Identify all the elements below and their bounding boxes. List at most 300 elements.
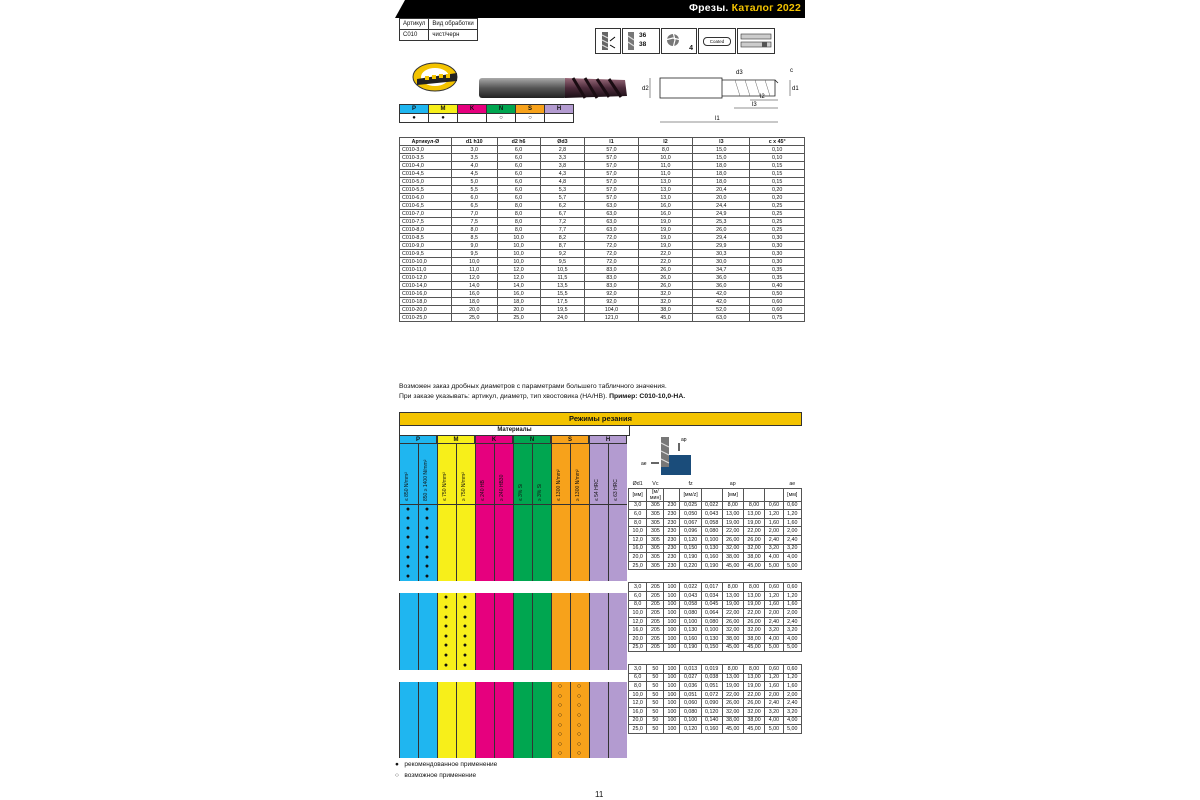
brand-logo — [407, 55, 467, 95]
table-cell: 4,3 — [540, 170, 585, 178]
table-cell: 1,20 — [765, 510, 783, 519]
table-cell: 1,60 — [765, 518, 783, 527]
table-cell: C010-9,5 — [400, 250, 452, 258]
table-cell: 26,0 — [693, 226, 750, 234]
materials-header: Материалы — [399, 425, 630, 436]
table-cell: 8,0 — [497, 202, 540, 210]
cut-header: ae — [789, 480, 796, 487]
table-cell: 18,0 — [497, 298, 540, 306]
table-cell: 10,5 — [540, 266, 585, 274]
table-cell: 19,00 — [722, 600, 743, 609]
dims-header: Артикул-Ø — [400, 138, 452, 146]
cut-unit — [664, 488, 680, 501]
cut-unit: [мм/z] — [680, 488, 701, 501]
block-gap — [494, 670, 513, 682]
block-gap — [418, 581, 437, 593]
dims-header: l3 — [693, 138, 750, 146]
block-gap — [456, 581, 475, 593]
table-cell: 3,20 — [783, 708, 801, 717]
material-group-P: P — [400, 105, 429, 114]
table-cell: 0,072 — [701, 690, 722, 699]
table-cell: 30,0 — [693, 258, 750, 266]
flutes-icon: 4 — [661, 28, 697, 54]
table-cell: 50 — [647, 673, 664, 682]
table-cell: 230 — [664, 535, 680, 544]
table-cell: 32,0 — [638, 298, 693, 306]
table-cell: 0,40 — [750, 282, 805, 290]
table-cell: 16,0 — [451, 290, 497, 298]
table-cell: 0,140 — [701, 716, 722, 725]
table-cell: 0,30 — [750, 258, 805, 266]
table-cell: 12,0 — [497, 274, 540, 282]
table-cell: 100 — [664, 725, 680, 734]
table-cell: 4,0 — [451, 162, 497, 170]
table-cell: 13,00 — [743, 510, 764, 519]
table-row — [629, 527, 802, 536]
cutting-modes-title: Режимы резания — [399, 412, 802, 426]
table-cell: 0,080 — [680, 708, 701, 717]
table-cell: 230 — [664, 501, 680, 510]
applicability-mark: ● — [405, 543, 411, 551]
table-cell: 100 — [664, 665, 680, 674]
table-cell: 19,0 — [638, 234, 693, 242]
table-row — [629, 501, 802, 510]
cut-unit: [м/мин] — [647, 488, 664, 501]
table-cell: 57,0 — [585, 154, 638, 162]
svg-text:d2: d2 — [642, 86, 649, 92]
table-cell: 19,5 — [540, 306, 585, 314]
table-cell: 32,00 — [722, 544, 743, 553]
table-cell: 63,0 — [585, 218, 638, 226]
table-cell: 19,00 — [722, 682, 743, 691]
table-row — [400, 226, 805, 234]
table-cell: 16,0 — [638, 202, 693, 210]
table-cell: C010-8,5 — [400, 234, 452, 242]
table-cell: 38,00 — [722, 553, 743, 562]
table-cell: 10,0 — [497, 242, 540, 250]
table-cell: 5,5 — [451, 186, 497, 194]
table-cell: 50 — [647, 665, 664, 674]
group-header-K: K — [475, 435, 513, 444]
table-cell: 0,025 — [680, 501, 701, 510]
block-gap — [551, 581, 570, 593]
applicability-mark: ● — [405, 505, 411, 513]
table-cell: 20,0 — [629, 634, 647, 643]
table-cell: 100 — [664, 609, 680, 618]
applicability-mark: ● — [462, 603, 468, 611]
table-cell: 50 — [647, 699, 664, 708]
table-cell: 8,0 — [629, 682, 647, 691]
block-gap — [532, 581, 551, 593]
table-cell: 0,090 — [701, 699, 722, 708]
table-cell: 18,0 — [693, 162, 750, 170]
table-cell: 26,00 — [722, 535, 743, 544]
applicability-mark: ● — [424, 572, 430, 580]
applicability-mark: ● — [424, 534, 430, 542]
table-cell: 0,15 — [750, 162, 805, 170]
table-cell: 0,050 — [680, 510, 701, 519]
table-cell: 26,00 — [743, 535, 764, 544]
table-cell: 57,0 — [585, 194, 638, 202]
table-cell: 29,4 — [693, 234, 750, 242]
table-cell: 57,0 — [585, 162, 638, 170]
table-cell: 0,058 — [680, 600, 701, 609]
table-cell: 0,60 — [765, 583, 783, 592]
table-cell: 3,20 — [765, 626, 783, 635]
applicability-mark: ○ — [576, 750, 582, 758]
applicability-mark: ● — [462, 632, 468, 640]
table-cell: 13,0 — [638, 186, 693, 194]
svg-text:ap: ap — [681, 437, 687, 443]
table-cell: 50 — [647, 716, 664, 725]
table-cell: 6,0 — [629, 591, 647, 600]
applicability-mark: ● — [424, 524, 430, 532]
table-cell: 8,0 — [497, 210, 540, 218]
applicability-mark: ○ — [557, 702, 563, 710]
table-cell: 0,30 — [750, 242, 805, 250]
table-cell: 26,00 — [743, 699, 764, 708]
table-cell: 50 — [647, 708, 664, 717]
table-cell: 63,0 — [585, 202, 638, 210]
table-cell: 0,15 — [750, 170, 805, 178]
table-cell: 0,60 — [783, 583, 801, 592]
table-cell: 1,60 — [783, 600, 801, 609]
table-cell: 5,7 — [540, 194, 585, 202]
block-gap — [513, 581, 532, 593]
applicability-mark: ○ — [576, 740, 582, 748]
table-cell: 26,0 — [638, 266, 693, 274]
applicability-mark: ● — [405, 553, 411, 561]
block-gap — [551, 670, 570, 682]
table-row — [400, 250, 805, 258]
table-row — [400, 282, 805, 290]
table-cell: 305 — [647, 561, 664, 570]
table-cell: 205 — [647, 600, 664, 609]
table-cell: 0,080 — [701, 617, 722, 626]
dimension-drawing — [640, 60, 805, 130]
table-cell: 2,40 — [765, 535, 783, 544]
table-cell: 22,0 — [638, 258, 693, 266]
table-cell: 0,30 — [750, 250, 805, 258]
table-cell: 0,120 — [701, 708, 722, 717]
table-row — [400, 266, 805, 274]
material-group-M: M — [429, 105, 458, 114]
table-cell: 57,0 — [585, 186, 638, 194]
table-row — [400, 146, 805, 154]
table-cell: 2,40 — [765, 617, 783, 626]
table-cell: 3,20 — [783, 544, 801, 553]
table-cell: 38,00 — [722, 716, 743, 725]
table-cell: 305 — [647, 510, 664, 519]
table-cell: 45,00 — [722, 561, 743, 570]
table-cell: 50 — [647, 682, 664, 691]
cutting-data-table — [628, 480, 802, 734]
table-cell: 83,0 — [585, 266, 638, 274]
block-gap — [456, 670, 475, 682]
table-cell: 0,100 — [680, 617, 701, 626]
table-cell: 305 — [647, 518, 664, 527]
table-cell: 72,0 — [585, 242, 638, 250]
table-cell: 57,0 — [585, 146, 638, 154]
table-cell: C010-3,0 — [400, 146, 452, 154]
table-cell: 10,0 — [497, 250, 540, 258]
material-column-label: ≥ 1300 N/mm² — [575, 469, 581, 501]
table-cell: 45,0 — [638, 314, 693, 322]
table-cell: 57,0 — [585, 170, 638, 178]
table-cell: 205 — [647, 609, 664, 618]
block-spacer — [629, 570, 802, 583]
table-row — [400, 298, 805, 306]
table-cell: 205 — [647, 591, 664, 600]
applicability-mark: ● — [405, 563, 411, 571]
applicability-mark: ● — [405, 534, 411, 542]
table-cell: 8,0 — [638, 146, 693, 154]
applicability-mark: ○ — [576, 711, 582, 719]
table-cell: 26,00 — [722, 617, 743, 626]
table-cell: 6,0 — [629, 510, 647, 519]
table-cell: 0,160 — [701, 553, 722, 562]
table-cell: 7,7 — [540, 226, 585, 234]
table-cell: 1,60 — [783, 518, 801, 527]
applicability-mark: ● — [443, 642, 449, 650]
table-cell: 25,0 — [497, 314, 540, 322]
block-gap — [608, 581, 627, 593]
table-cell: 205 — [647, 626, 664, 635]
group-header-P: P — [399, 435, 437, 444]
table-cell: 0,096 — [680, 527, 701, 536]
table-row — [629, 634, 802, 643]
table-cell: 11,5 — [540, 274, 585, 282]
table-row — [400, 234, 805, 242]
table-cell: 8,0 — [497, 226, 540, 234]
material-mark: ● — [429, 114, 458, 123]
material-column-label: ≥ 3% Si — [537, 483, 543, 501]
material-column-label: ≤ 1300 N/mm² — [556, 469, 562, 501]
table-cell: 38,00 — [743, 553, 764, 562]
table-row — [629, 561, 802, 570]
table-cell: 24,4 — [693, 202, 750, 210]
table-cell: 6,2 — [540, 202, 585, 210]
applicability-mark: ○ — [557, 711, 563, 719]
group-header-N: N — [513, 435, 551, 444]
table-cell: C010-16,0 — [400, 290, 452, 298]
table-cell: 0,058 — [701, 518, 722, 527]
order-note: Возможен заказ дробных диаметров с параметрами большего табличного значения. При заказе указывать: артикул, диаметр, тип хвостовика (НА/НВ). Пример: C010-10,0-НА. — [399, 383, 686, 400]
table-cell: 19,00 — [743, 518, 764, 527]
table-cell: 0,25 — [750, 210, 805, 218]
table-row — [629, 708, 802, 717]
table-cell: 42,0 — [693, 298, 750, 306]
block-gap — [399, 581, 418, 593]
table-cell: 29,9 — [693, 242, 750, 250]
group-header-S: S — [551, 435, 589, 444]
table-cell: 10,0 — [638, 154, 693, 162]
dims-header: l1 — [585, 138, 638, 146]
dimensions-table — [399, 137, 805, 322]
table-cell: 38,0 — [638, 306, 693, 314]
table-cell: 20,0 — [629, 553, 647, 562]
table-cell: C010-5,0 — [400, 178, 452, 186]
table-cell: 19,0 — [638, 218, 693, 226]
table-cell: 38,00 — [743, 716, 764, 725]
table-cell: 19,00 — [743, 682, 764, 691]
table-row — [400, 210, 805, 218]
table-row — [400, 162, 805, 170]
svg-text:l2: l2 — [760, 94, 765, 100]
table-cell: 0,25 — [750, 218, 805, 226]
table-cell: 32,00 — [722, 626, 743, 635]
table-cell: 25,0 — [629, 725, 647, 734]
table-cell: 2,40 — [783, 617, 801, 626]
table-cell: 2,40 — [783, 699, 801, 708]
table-cell: 0,130 — [680, 626, 701, 635]
table-cell: 14,0 — [497, 282, 540, 290]
table-cell: 4,5 — [451, 170, 497, 178]
table-cell: 0,60 — [765, 501, 783, 510]
table-cell: 0,067 — [680, 518, 701, 527]
material-column-label: ≥ 240 HB30 — [499, 474, 505, 501]
table-cell: 10,0 — [629, 690, 647, 699]
block-gap — [399, 670, 418, 682]
table-cell: 2,00 — [783, 527, 801, 536]
table-cell: 0,017 — [701, 583, 722, 592]
applicability-mark: ● — [405, 515, 411, 523]
table-cell: 25,0 — [629, 643, 647, 652]
table-cell: 2,40 — [783, 535, 801, 544]
material-mark: ○ — [516, 114, 545, 123]
table-cell: 205 — [647, 617, 664, 626]
cut-header — [765, 480, 783, 488]
cut-header: Vc — [652, 480, 659, 487]
table-cell: 18,0 — [451, 298, 497, 306]
table-cell: C010-12,0 — [400, 274, 452, 282]
table-cell: 9,5 — [540, 258, 585, 266]
block-gap — [418, 670, 437, 682]
table-cell: 0,35 — [750, 274, 805, 282]
table-cell: 4,00 — [783, 634, 801, 643]
table-cell: 100 — [664, 682, 680, 691]
table-cell: 0,080 — [701, 527, 722, 536]
applicability-mark: ● — [405, 572, 411, 580]
cut-header — [701, 480, 722, 488]
svg-text:c: c — [790, 68, 793, 74]
applicability-mark: ● — [405, 524, 411, 532]
table-cell: 13,00 — [722, 591, 743, 600]
table-row — [400, 274, 805, 282]
table-cell: 34,7 — [693, 266, 750, 274]
material-mark: ○ — [487, 114, 516, 123]
table-row — [400, 258, 805, 266]
material-column-label: ≤ 240 HB — [480, 480, 486, 501]
table-cell: 3,5 — [451, 154, 497, 162]
table-cell: 12,0 — [629, 535, 647, 544]
table-cell: 3,3 — [540, 154, 585, 162]
table-cell: 22,00 — [722, 527, 743, 536]
table-cell: 2,00 — [765, 690, 783, 699]
table-cell: 230 — [664, 527, 680, 536]
cut-header — [664, 480, 680, 488]
table-cell: 4,00 — [765, 634, 783, 643]
table-cell: 0,100 — [701, 626, 722, 635]
table-cell: 16,0 — [629, 626, 647, 635]
table-cell: 0,75 — [750, 314, 805, 322]
block-gap — [589, 670, 608, 682]
table-cell: 100 — [664, 708, 680, 717]
applicability-mark: ○ — [576, 731, 582, 739]
table-cell: 25,3 — [693, 218, 750, 226]
table-cell: 0,220 — [680, 561, 701, 570]
table-cell: 36,0 — [693, 282, 750, 290]
table-row — [629, 626, 802, 635]
table-cell: 121,0 — [585, 314, 638, 322]
svg-text:d3: d3 — [736, 70, 743, 76]
table-row — [400, 170, 805, 178]
material-column-label: ≤ 3% Si — [518, 483, 524, 501]
dims-header: Ød3 — [540, 138, 585, 146]
material-group-bar — [399, 104, 574, 123]
table-cell: 38,00 — [743, 634, 764, 643]
table-cell: 6,0 — [497, 170, 540, 178]
applicability-mark: ● — [443, 623, 449, 631]
table-cell: 45,00 — [743, 725, 764, 734]
table-cell: C010-7,5 — [400, 218, 452, 226]
cut-unit: [мм] — [783, 488, 801, 501]
material-mark — [458, 114, 487, 123]
table-cell: 5,00 — [783, 561, 801, 570]
table-cell: 45,00 — [743, 643, 764, 652]
table-cell: 6,0 — [497, 154, 540, 162]
table-cell: 305 — [647, 553, 664, 562]
table-cell: 50 — [647, 725, 664, 734]
table-cell: 3,20 — [783, 626, 801, 635]
table-cell: 22,00 — [743, 527, 764, 536]
table-row — [400, 186, 805, 194]
table-cell: 11,0 — [638, 162, 693, 170]
table-row — [400, 290, 805, 298]
table-cell: C010-18,0 — [400, 298, 452, 306]
table-cell: 26,0 — [638, 274, 693, 282]
table-row — [629, 690, 802, 699]
cutting-diagram — [639, 435, 699, 479]
cut-header: Ød1 — [632, 480, 643, 487]
table-cell: 8,0 — [497, 218, 540, 226]
table-cell: 8,0 — [629, 518, 647, 527]
table-cell: 8,0 — [629, 600, 647, 609]
table-cell: 57,0 — [585, 178, 638, 186]
dims-header: d2 h6 — [497, 138, 540, 146]
table-cell: 10,0 — [629, 527, 647, 536]
table-cell: 22,00 — [743, 690, 764, 699]
material-column-label: ≤ 850 N/mm² — [404, 472, 410, 501]
applicability-mark: ● — [443, 603, 449, 611]
table-cell: 0,038 — [701, 673, 722, 682]
table-cell: 92,0 — [585, 290, 638, 298]
table-cell: 4,00 — [783, 716, 801, 725]
table-cell: 0,060 — [680, 699, 701, 708]
table-cell: 36,0 — [693, 274, 750, 282]
svg-text:ae: ae — [641, 461, 647, 467]
table-cell: 5,00 — [765, 725, 783, 734]
table-cell: 32,0 — [638, 290, 693, 298]
table-cell: 63,0 — [693, 314, 750, 322]
table-cell: 45,00 — [722, 725, 743, 734]
table-cell: 8,00 — [743, 501, 764, 510]
table-row — [629, 583, 802, 592]
table-cell: 0,60 — [783, 665, 801, 674]
table-cell: 2,00 — [783, 690, 801, 699]
table-cell: 100 — [664, 617, 680, 626]
table-row — [629, 673, 802, 682]
